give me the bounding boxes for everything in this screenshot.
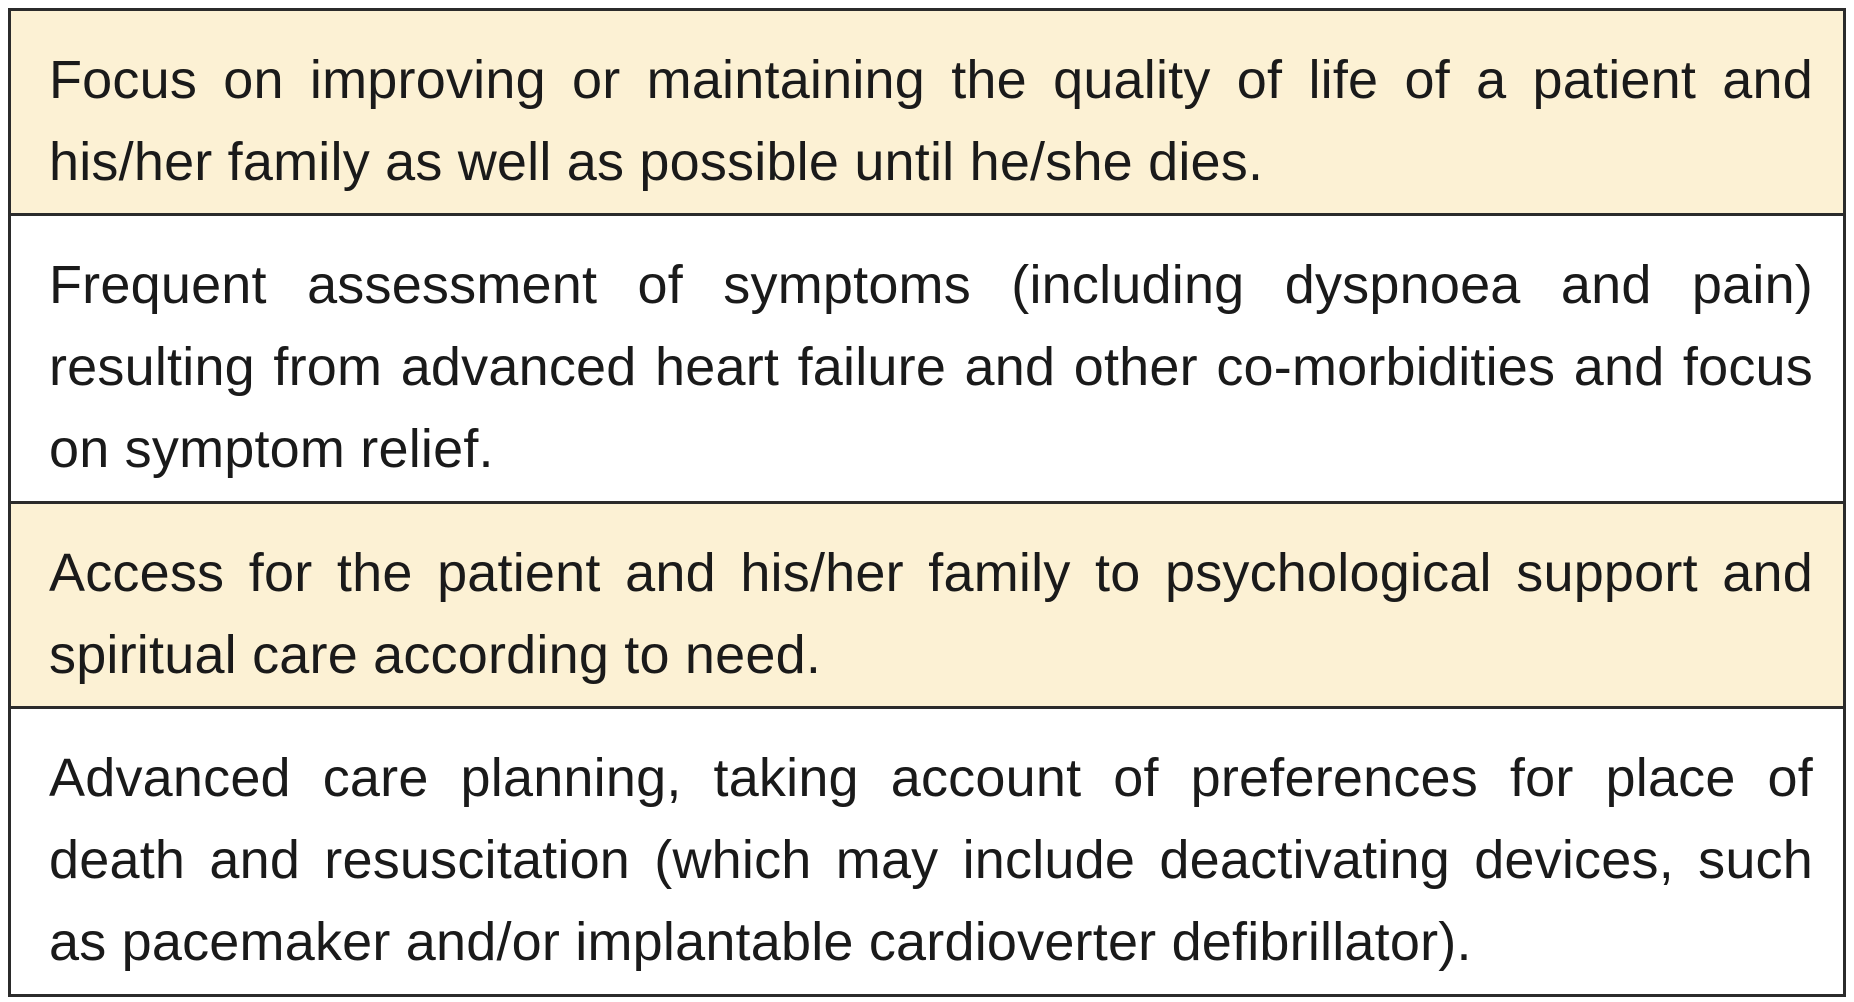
table-row: Focus on improving or maintaining the quality of life of a patient and his/her family as well as possible until he/she dies. [11,11,1843,213]
table-row: Access for the patient and his/her family to psychological support and spiritual care according to need. [11,501,1843,706]
palliative-care-table [8,8,1846,997]
table-row: Frequent assessment of symptoms (including dyspnoea and pain) resulting from advanced heart failure and other co-morbidities and focus on symptom relief. [11,213,1843,501]
table-row: Advanced care planning, taking account of preferences for place of death and resuscitation (which may include deactivating devices, such as pacemaker and/or implantable cardioverter defibrillator). [11,706,1843,994]
